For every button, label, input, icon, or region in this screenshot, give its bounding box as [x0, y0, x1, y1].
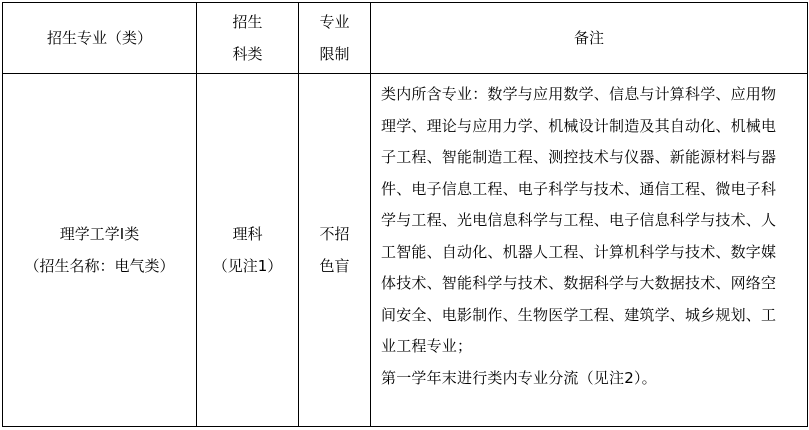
remarks-line: 理学、理论与应用力学、机械设计制造及其自动化、机械电 [381, 116, 777, 135]
major-enrollment-name: （招生名称：电气类） [24, 257, 175, 275]
remarks-line: 体技术、智能科学与技术、数据科学与大数据技术、网络空 [381, 274, 777, 292]
header-subject-line2: 科类 [232, 45, 263, 63]
subject-note: （见注1） [212, 257, 283, 275]
subject-cell [197, 74, 299, 427]
admission-table [2, 2, 808, 427]
remarks-line: 类内所含专业：数学与应用数学、信息与计算科学、应用物 [381, 85, 777, 103]
header-remarks-label: 备注 [573, 29, 604, 47]
remarks-cell [371, 74, 808, 427]
header-subject-line1: 招生 [232, 13, 263, 31]
major-name: 理学工学I类 [59, 225, 140, 243]
subject-name: 理科 [232, 225, 263, 243]
restriction-line2: 色盲 [319, 257, 350, 275]
remarks-line: 学与工程、光电信息科学与工程、电子信息科学与技术、人 [381, 211, 777, 229]
header-restriction [299, 3, 371, 74]
header-row [3, 3, 808, 74]
header-major-label: 招生专业（类） [46, 29, 152, 47]
remarks-line: 业工程专业； [381, 337, 473, 355]
restriction-line1: 不招 [319, 225, 350, 243]
remarks-line: 第一学年末进行类内专业分流（见注2）。 [381, 368, 657, 387]
remarks-line: 间安全、电影制作、生物医学工程、建筑学、城乡规划、工 [381, 305, 777, 324]
header-restriction-line2: 限制 [319, 45, 350, 63]
header-subject [197, 3, 299, 74]
restriction-cell [299, 74, 371, 427]
table-row [3, 74, 808, 427]
header-major [3, 3, 197, 74]
remarks-line: 工智能、自动化、机器人工程、计算机科学与技术、数字媒 [381, 242, 777, 261]
header-restriction-line1: 专业 [319, 13, 350, 31]
header-remarks [371, 3, 808, 74]
major-cell [3, 74, 197, 427]
remarks-line: 件、电子信息工程、电子科学与技术、通信工程、微电子科 [381, 179, 777, 198]
remarks-line: 子工程、智能制造工程、测控技术与仪器、新能源材料与器 [381, 148, 777, 166]
